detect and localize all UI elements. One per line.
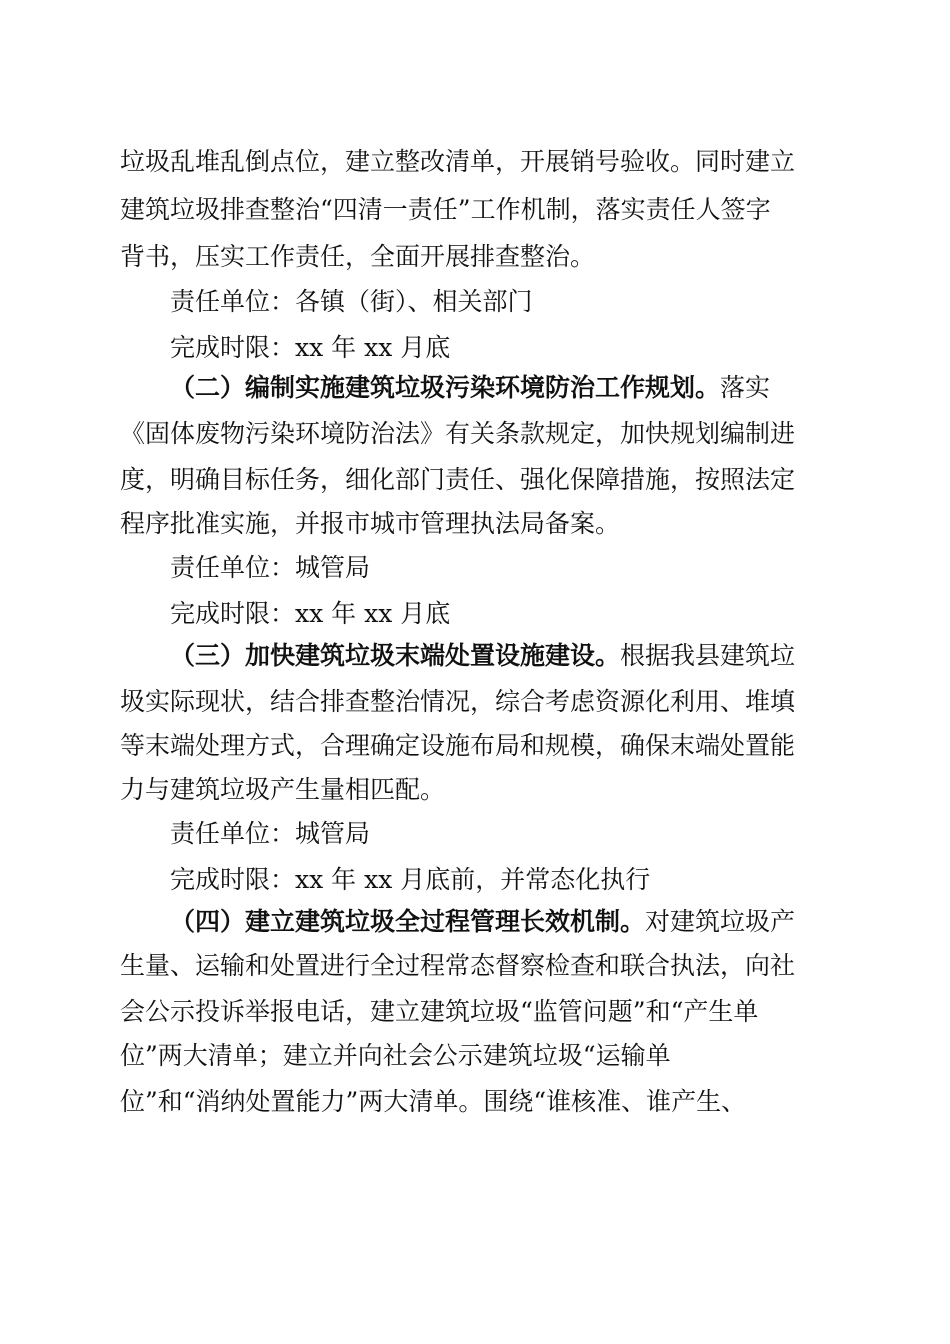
paragraph-line: 建筑垃圾排查整治“四清一责任”工作机制，落实责任人签字 [120,195,771,224]
deadline: 完成时限：xx 年 xx 月底 [170,333,451,362]
paragraph-line: 位”和“消纳处置能力”两大清单。围绕“谁核准、谁产生、 [120,1087,747,1116]
section-text: 对建筑垃圾产 [645,907,796,936]
paragraph-line: 度，明确目标任务，细化部门责任、强化保障措施，按照法定 [120,465,796,494]
paragraph-line: 等末端处理方式，合理确定设施布局和规模，确保末端处置能 [120,731,796,760]
responsible-unit: 责任单位：各镇（街）、相关部门 [170,287,533,316]
paragraph-line: 圾实际现状，结合排查整治情况，综合考虑资源化利用、堆填 [120,687,796,716]
section-heading: （二）编制实施建筑垃圾污染环境防治工作规划。 [170,373,721,402]
section-heading: （三）加快建筑垃圾末端处置设施建设。 [170,641,621,670]
paragraph-line: 力与建筑垃圾产生量相匹配。 [120,775,446,804]
section-text: 落实 [720,373,771,402]
section-heading-line [170,902,832,942]
paragraph-line: 垃圾乱堆乱倒点位，建立整改清单，开展销号验收。同时建立 [120,147,796,176]
paragraph-line: 《固体废物污染环境防治法》有关条款规定，加快规划编制进 [120,419,796,448]
paragraph-line: 背书，压实工作责任，全面开展排查整治。 [120,242,596,271]
paragraph-line: 位”两大清单；建立并向社会公示建筑垃圾“运输单 [120,1041,671,1070]
paragraph-line: 程序批准实施，并报市城市管理执法局备案。 [120,509,621,538]
paragraph-line: 会公示投诉举报电话，建立建筑垃圾“监管问题”和“产生单 [120,997,759,1026]
section-heading: （四）建立建筑垃圾全过程管理长效机制。 [170,907,646,936]
section-heading-line [170,368,832,408]
section-text: 根据我县建筑垃 [620,641,796,670]
section-heading-line [170,636,832,676]
paragraph-line: 生量、运输和处置进行全过程常态督察检查和联合执法，向社 [120,951,796,980]
responsible-unit: 责任单位：城管局 [170,819,371,848]
deadline: 完成时限：xx 年 xx 月底前，并常态化执行 [170,865,651,894]
deadline: 完成时限：xx 年 xx 月底 [170,599,451,628]
responsible-unit: 责任单位：城管局 [170,553,371,582]
